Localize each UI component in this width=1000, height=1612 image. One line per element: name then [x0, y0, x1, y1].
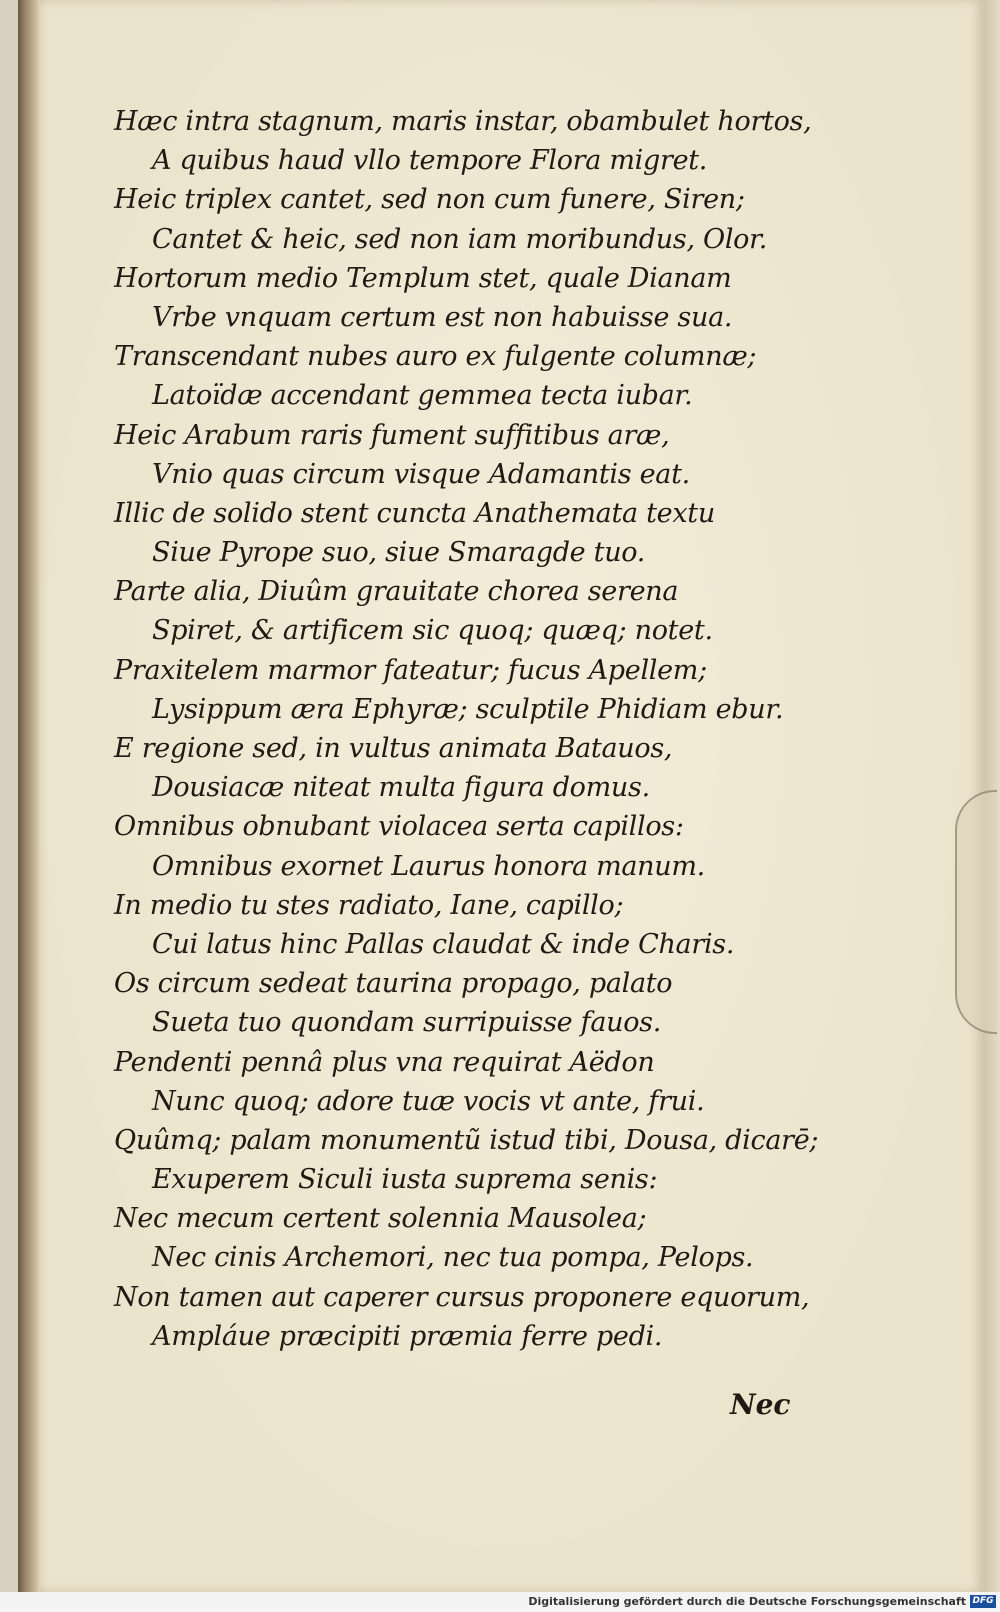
verse-line: Parte alia, Diuûm grauitate chorea serena — [114, 576, 679, 608]
verse-line: Spiret, & artificem sic quoq; quæq; notet. — [152, 615, 713, 647]
poem-text — [114, 102, 819, 1356]
dfg-logo-icon: DFG — [970, 1595, 996, 1608]
verse-line: Nunc quoq; adore tuæ vocis vt ante, frui. — [152, 1085, 705, 1117]
verse-line: Nec mecum certent solennia Mausolea; — [114, 1203, 647, 1235]
verse-line: Sueta tuo quondam surripuisse fauos. — [152, 1007, 662, 1039]
verse-line: Latoïdæ accendant gemmea tecta iubar. — [152, 380, 693, 412]
verse-line: Exuperem Siculi iusta suprema senis: — [152, 1164, 658, 1196]
verse-line: Pendenti pennâ plus vna requirat Aëdon — [114, 1046, 655, 1078]
book-binding — [18, 0, 40, 1592]
verse-line: Siue Pyrope suo, siue Smaragde tuo. — [152, 537, 646, 569]
verse-line: Vrbe vnquam certum est non habuisse sua. — [152, 301, 733, 333]
verse-line: Ampláue præcipiti præmia ferre pedi. — [152, 1320, 663, 1352]
book-page — [18, 0, 984, 1592]
verse-line: Hortorum medio Templum stet, quale Dianam — [114, 262, 732, 294]
verse-line: Cui latus hinc Pallas claudat & inde Charis. — [152, 928, 735, 960]
verse-line: Dousiacæ niteat multa figura domus. — [152, 772, 650, 804]
verse-line: A quibus haud vllo tempore Flora migret. — [152, 145, 708, 177]
verse-line: Non tamen aut caperer cursus proponere equorum, — [114, 1281, 810, 1313]
verse-line: Nec cinis Archemori, nec tua pompa, Pelops. — [152, 1242, 754, 1274]
verse-line: Os circum sedeat taurina propago, palato — [114, 968, 673, 1000]
verse-line: Lysippum æra Ephyræ; sculptile Phidiam ebur. — [152, 693, 784, 725]
verse-line: Hæc intra stagnum, maris instar, obambulet hortos, — [114, 106, 812, 137]
catchword: Nec — [730, 1388, 791, 1421]
verse-line: In medio tu stes radiato, Iane, capillo; — [114, 889, 624, 921]
verse-line: Illic de solido stent cuncta Anathemata textu — [114, 497, 715, 529]
footer-credit: Digitalisierung gefördert durch die Deutsche Forschungsgemeinschaft — [528, 1595, 966, 1608]
verse-line: Praxitelem marmor fateatur; fucus Apellem; — [114, 654, 707, 686]
verse-line: Heic Arabum raris fument suffitibus aræ, — [114, 419, 670, 451]
verse-line: Omnibus obnubant violacea serta capillos: — [114, 811, 684, 843]
verse-line: Heic triplex cantet, sed non cum funere, Siren; — [114, 184, 745, 216]
verse-line: Vnio quas circum visque Adamantis eat. — [152, 458, 690, 490]
verse-line: Quûmq; palam monumentũ istud tibi, Dousa, dicarē; — [114, 1124, 819, 1156]
verse-line: Omnibus exornet Laurus honora manum. — [152, 850, 705, 882]
verse-line: Cantet & heic, sed non iam moribundus, Olor. — [152, 223, 768, 255]
verse-line: Transcendant nubes auro ex fulgente columnæ; — [114, 341, 757, 373]
verse-line: E regione sed, in vultus animata Batauos, — [114, 733, 673, 764]
footer-bar — [0, 1592, 1000, 1612]
page-tab-mark — [955, 790, 997, 1034]
